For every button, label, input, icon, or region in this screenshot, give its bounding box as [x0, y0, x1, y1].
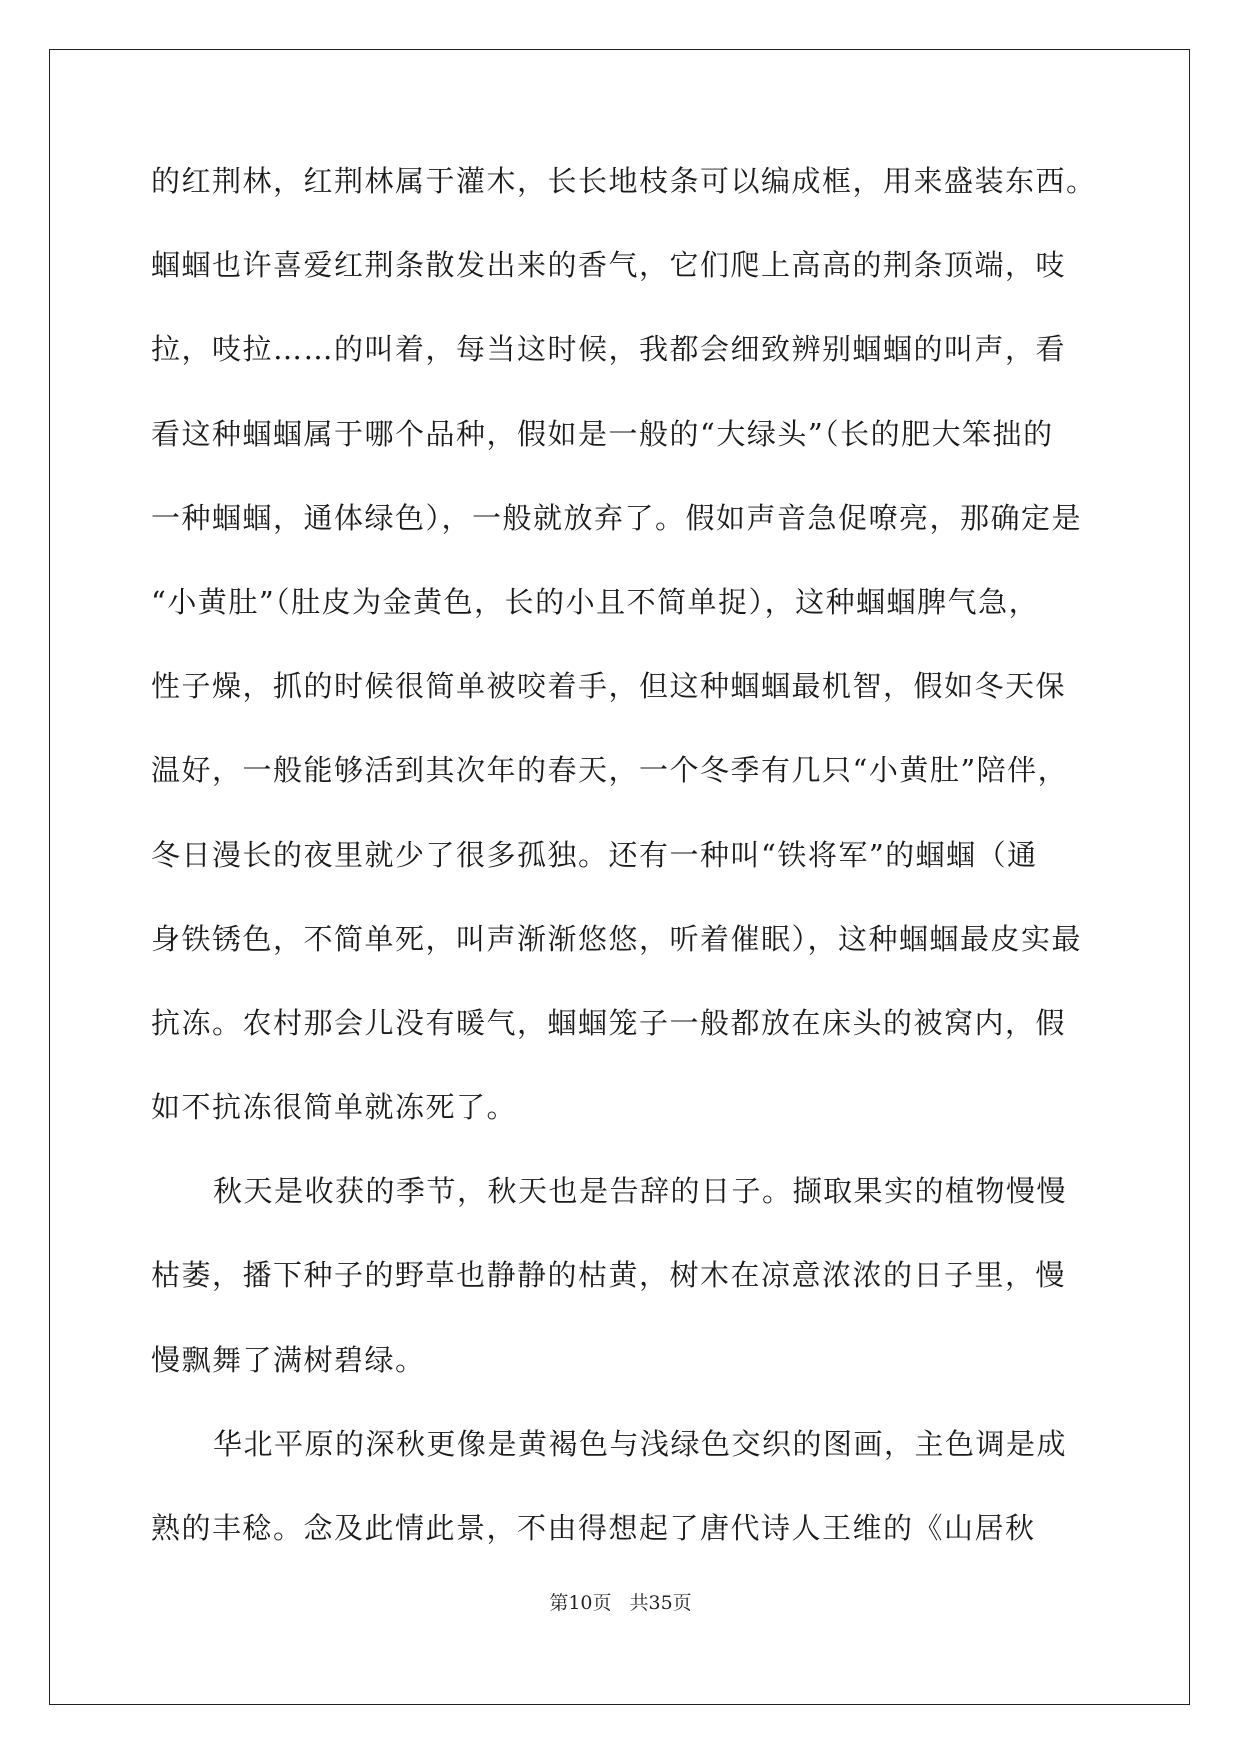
text-line: 拉，吱拉……的叫着，每当这时候，我都会细致辨别蝈蝈的叫声，看: [151, 332, 1067, 367]
text-line: 抗冻。农村那会儿没有暖气，蝈蝈笼子一般都放在床头的被窝内，假: [151, 1005, 1067, 1040]
text-line: 华北平原的深秋更像是黄褐色与浅绿色交织的图画，主色调是成: [213, 1426, 1068, 1461]
text-line: 慢飘舞了满树碧绿。: [151, 1342, 426, 1377]
page-total: 共35页: [629, 1592, 692, 1614]
text-line: 一种蝈蝈，通体绿色），一般就放弃了。假如声音急促嘹亮，那确定是: [151, 500, 1083, 535]
text-line: 枯萎，播下种子的野草也静静的枯黄，树木在凉意浓浓的日子里，慢: [151, 1258, 1067, 1293]
text-line: 看这种蝈蝈属于哪个品种，假如是一般的“大绿头”（长的肥大笨拙的: [151, 416, 1054, 451]
text-line: 的红荆林，红荆林属于灌木，长长地枝条可以编成框，用来盛装东西。: [151, 164, 1097, 198]
text-line: 温好，一般能够活到其次年的春天，一个冬季有几只“小黄肚”陪伴，: [151, 753, 1069, 788]
text-line: 如不抗冻很简单就冻死了。: [151, 1090, 518, 1125]
text-line: 冬日漫长的夜里就少了很多孤独。还有一种叫“铁将军”的蝈蝈（通: [151, 837, 1038, 872]
page-number: 第10页: [549, 1592, 612, 1614]
text-line: 身铁锈色，不简单死，叫声渐渐悠悠，听着催眠），这种蝈蝈最皮实最: [151, 921, 1083, 956]
page-footer: [0, 1588, 1241, 1615]
text-line: 性子燥，抓的时候很简单被咬着手，但这种蝈蝈最机智，假如冬天保: [151, 669, 1067, 704]
text-line: “小黄肚”（肚皮为金黄色，长的小且不简单捉），这种蝈蝈脾气急，: [151, 584, 1040, 619]
document-body: [151, 152, 1097, 1583]
text-line: 熟的丰稔。念及此情此景，不由得想起了唐代诗人王维的《山居秋: [151, 1511, 1036, 1545]
text-line: 蝈蝈也许喜爱红荆条散发出来的香气，它们爬上高高的荆条顶端，吱: [151, 248, 1067, 283]
text-line: 秋天是收获的季节，秋天也是告辞的日子。撷取果实的植物慢慢: [213, 1174, 1068, 1209]
